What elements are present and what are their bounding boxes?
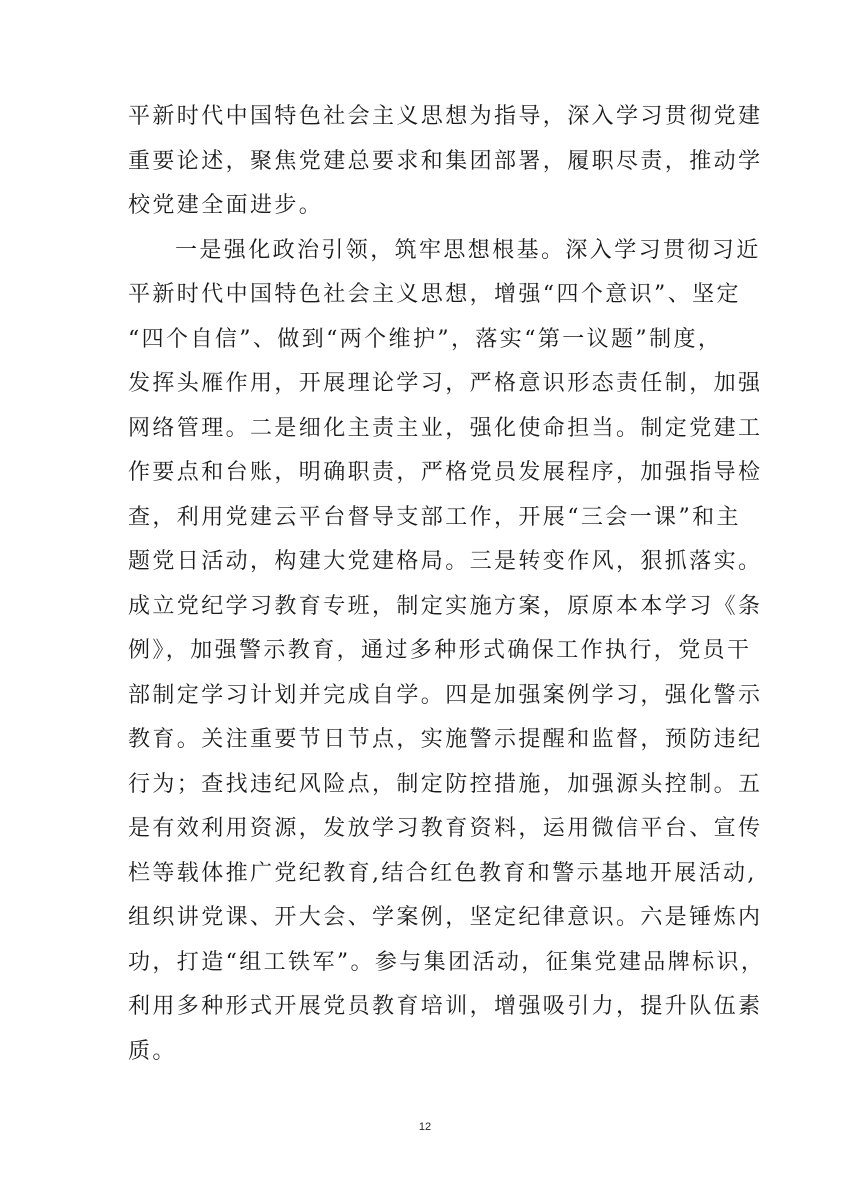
text-line: 成立党纪学习教育专班，制定实施方案，原原本本学习《条 — [128, 593, 763, 619]
text-line: 栏等载体推广党纪教育,结合红色教育和警示基地开展活动, — [128, 860, 757, 886]
text-line: 题党日活动，构建大党建格局。三是转变作风，狠抓落实。 — [128, 549, 763, 574]
text-line: 部制定学习计划并完成自学。四是加强案例学习，强化警示 — [128, 682, 763, 708]
text-line: 行为；查找违纪风险点，制定防控措施，加强源头控制。五 — [128, 771, 763, 797]
text-line: 作要点和台账，明确职责，严格党员发展程序，加强指导检 — [128, 460, 763, 485]
text-line: 利用多种形式开展党员教育培训，增强吸引力，提升队伍素 — [128, 994, 763, 1019]
text-line: 查，利用党建云平台督导支部工作，开展“三会一课”和主 — [128, 504, 741, 530]
text-line: 校党建全面进步。 — [128, 193, 324, 218]
text-line: 教育。关注重要节日节点，实施警示提醒和监督，预防违纪 — [128, 727, 763, 752]
text-line: “四个自信”、做到“两个维护”，落实“第一议题”制度， — [128, 326, 723, 352]
body-text — [128, 95, 766, 1074]
text-line: 是有效利用资源，发放学习教育资料，运用微信平台、宣传 — [128, 816, 763, 841]
text-line: 重要论述，聚焦党建总要求和集团部署，履职尽责，推动学 — [128, 148, 763, 174]
text-line: 平新时代中国特色社会主义思想为指导，深入学习贯彻党建 — [128, 104, 763, 129]
text-line: 功，打造“组工铁军”。参与集团活动，征集党建品牌标识， — [128, 949, 766, 975]
page-number: 12 — [418, 1121, 432, 1133]
text-line: 例》，加强警示教育，通过多种形式确保工作执行，党员干 — [128, 638, 752, 663]
text-line: 发挥头雁作用，开展理论学习，严格意识形态责任制，加强 — [128, 371, 763, 396]
text-line: 网络管理。二是细化主责主业，强化使命担当。制定党建工 — [128, 415, 763, 441]
text-line: 平新时代中国特色社会主义思想，增强“四个意识”、坚定 — [128, 282, 741, 307]
text-line: 组织讲党课、开大会、学案例，坚定纪律意识。六是锤炼内 — [128, 905, 763, 930]
paragraph-start-line: 一是强化政治引领，筑牢思想根基。深入学习贯彻习近 — [175, 237, 761, 263]
text-line: 质。 — [128, 1038, 177, 1064]
